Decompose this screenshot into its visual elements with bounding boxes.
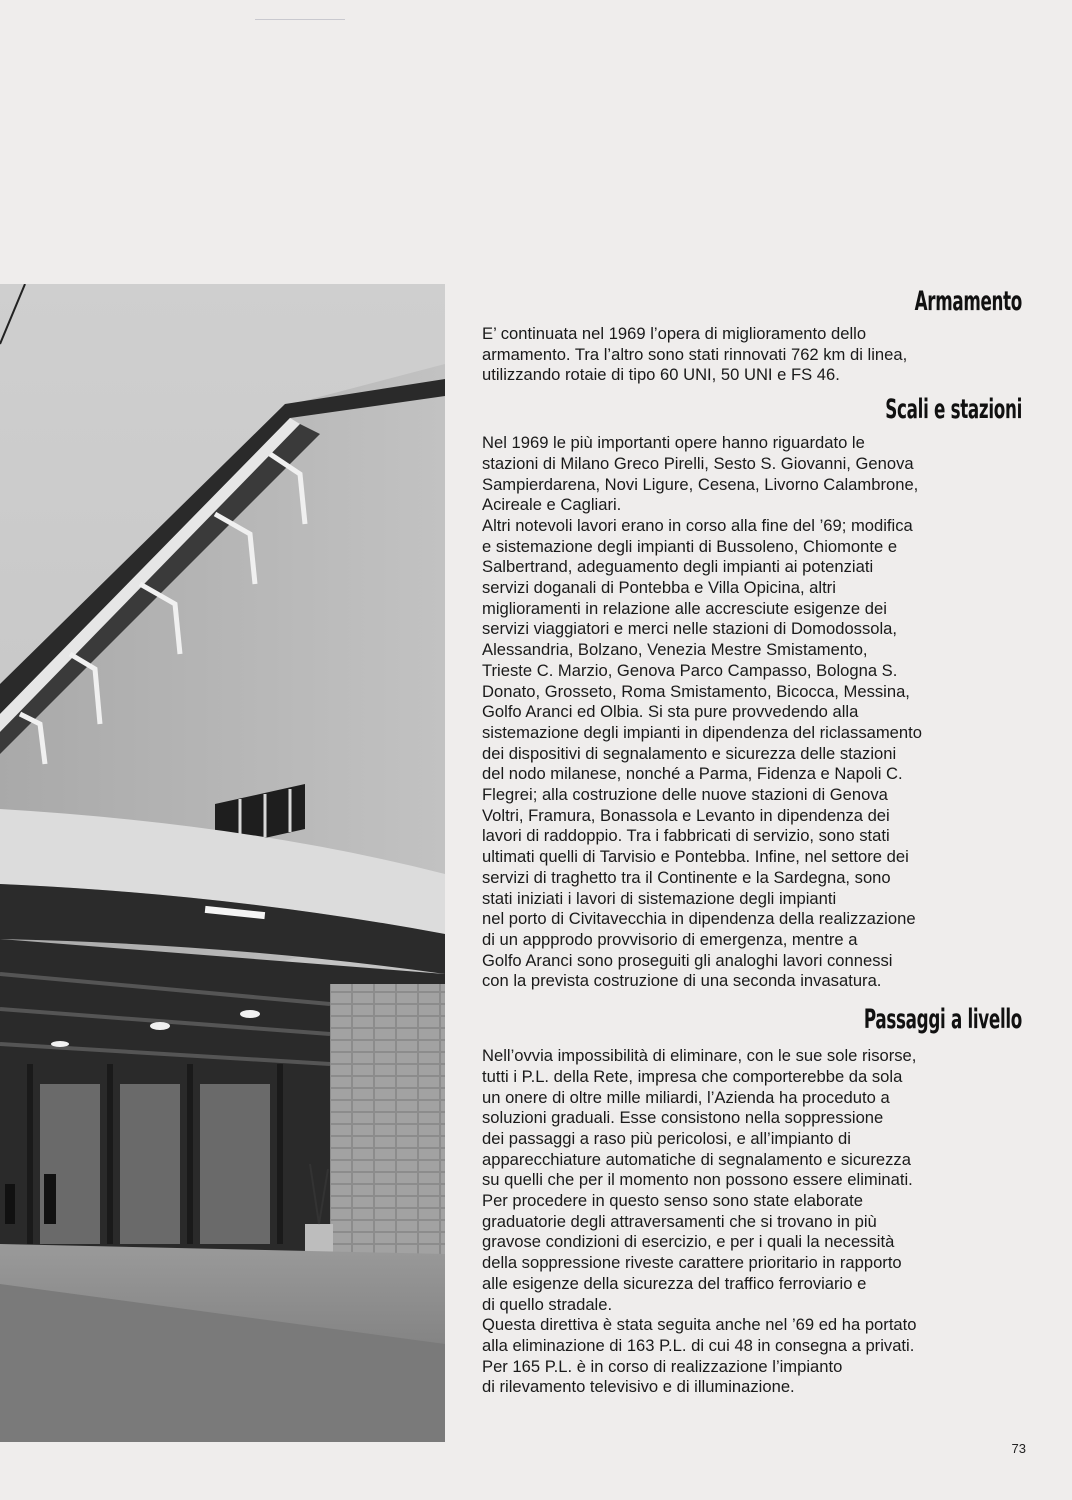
heading-armamento: Armamento — [914, 286, 1022, 317]
paragraph-scali-e-stazioni: Nel 1969 le più importanti opere hanno riguardato le stazioni di Milano Greco Pirelli, Sesto S. Giovanni, Genova Sampierdarena, Novi Ligure, Cesena, Livorno Calambrone, Acireale e Cagliari. Altri notevoli lavori erano in corso alla fine del ’69; modifica e sistemazione degli impianti di Bussoleno, Chiomonte e Salbertrand, adeguamento degli impianti ai potenziati servizi doganali di Pontebba e Villa Opicina, altri miglioramenti in relazione alle accresciute esigenze dei servizi viaggiatori e merci nelle stazioni di Domodossola, Alessandria, Bolzano, Venezia Mestre Smistamento, Trieste C. Marzio, Genova Parco Campasso, Bologna S. Donato, Grosseto, Roma Smistamento, Bicocca, Messina, Golfo Aranci ed Olbia. Si sta pure provvedendo alla sistemazione degli impianti in dipendenza del riclassamento dei dispositivi di segnalamento e sicurezza delle stazioni del nodo milanese, nonché a Parma, Fidenza e Napoli C. Flegrei; alla costruzione delle nuove stazioni di Genova Voltri, Framura, Bonassola e Levanto in dipendenza dei lavori di raddoppio. Tra i fabbricati di servizio, sono stati ultimati quelli di Tarvisio e Pontebba. Infine, nel settore dei servizi di traghetto tra il Continente e la Sardegna, sono stati iniziati i lavori di sistemazione degli impianti nel porto di Civitavecchia in dipendenza della realizzazione di un appprodo provvisorio di emergenza, mentre a Golfo Aranci sono proseguiti gli analoghi lavori connessi con la prevista costruzione di una seconda invasatura. — [482, 433, 922, 991]
heading-passaggi-a-livello: Passaggi a livello — [863, 1004, 1022, 1036]
station-building-photo — [0, 284, 445, 1442]
page-number: 73 — [1011, 1441, 1026, 1456]
top-rule — [255, 19, 345, 20]
paragraph-passaggi-a-livello: Nell’ovvia impossibilità di eliminare, con le sue sole risorse, tutti i P.L. della Rete, impresa che comporterebbe da sola un onere di oltre mille miliardi, l’Azienda ha proceduto a soluzioni graduali. Esse consistono nella soppressione dei passaggi a raso più pericolosi, e all’impianto di apparecchiature automatiche di segnalamento e sicurezza su quelli che per il momento non possono essere eliminati. Per procedere in questo senso sono state elaborate graduatorie degli attraversamenti che si trovano in più gravose condizioni di esercizio, e per i quali la necessità della soppressione riveste carattere prioritario in rapporto alle esigenze della sicurezza del traffico ferroviario e di quello stradale. Questa direttiva è stata seguita anche nel ’69 ed ha portato alla eliminazione di 163 P.L. di cui 48 in consegna a privati. Per 165 P.L. è in corso di realizzazione l’impianto di rilevamento televisivo e di illuminazione. — [482, 1046, 917, 1397]
heading-scali-e-stazioni: Scali e stazioni — [885, 394, 1022, 426]
text-column — [482, 282, 1022, 1398]
paragraph-armamento: E’ continuata nel 1969 l’opera di miglioramento dello armamento. Tra l’altro sono stati rinnovati 762 km di linea, utilizzando rotaie di tipo 60 UNI, 50 UNI e FS 46. — [482, 324, 908, 385]
